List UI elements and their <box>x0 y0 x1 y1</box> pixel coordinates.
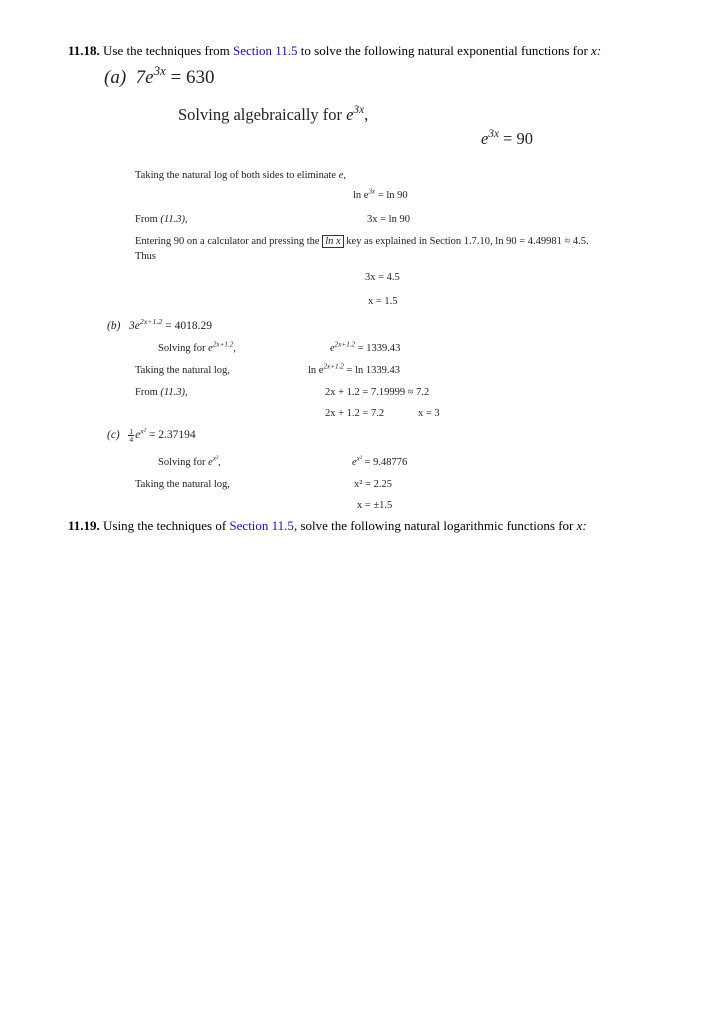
step-var-exponent: x² <box>212 454 219 463</box>
part-a-step1 <box>178 105 368 125</box>
section-link[interactable]: Section 11.5 <box>233 43 298 58</box>
step-trail: , <box>218 457 221 468</box>
part-c-result3: x = ±1.5 <box>357 500 393 511</box>
problem-variable: x: <box>591 43 602 58</box>
equation-ref: (11.3) <box>160 214 185 225</box>
problem-text: Using the techniques of <box>99 518 230 533</box>
step-trail: , <box>343 170 346 181</box>
result-rhs: = 1339.43 <box>355 343 401 354</box>
step-var-exponent: 2x+1.2 <box>212 340 234 349</box>
equation-exponent: 3x <box>153 63 166 78</box>
part-c-result2: x² = 2.25 <box>354 479 392 490</box>
ln-key: ln x <box>322 235 343 248</box>
result-exponent: 2x+1.2 <box>323 362 344 371</box>
step-text: Solving for <box>158 343 209 354</box>
fraction-denominator: 4 <box>129 435 134 444</box>
problem-text: to solve the following natural exponential functions for <box>297 43 592 58</box>
result-base: e <box>330 343 335 354</box>
part-a-result4: 3x = 4.5 <box>365 272 400 283</box>
part-c-equation <box>107 428 196 443</box>
part-a-result3: 3x = ln 90 <box>367 214 410 225</box>
step-text: Solving for <box>158 457 209 468</box>
result-rhs: = ln 90 <box>375 190 408 201</box>
problem-text: , solve the following natural logarithmic functions for <box>293 518 577 533</box>
equation-coef: 3e <box>129 320 140 332</box>
part-a-step3 <box>135 214 188 225</box>
problem-variable: x: <box>576 518 587 533</box>
equation-exponent: 2x+1.2 <box>139 317 163 327</box>
step-trail: , <box>184 214 188 225</box>
part-label: (c) <box>107 429 120 442</box>
part-c-result1 <box>352 454 408 468</box>
part-b-result2 <box>308 362 400 376</box>
step-var: e <box>208 457 213 468</box>
result-base: e <box>481 129 489 148</box>
section-link[interactable]: Section 11.5 <box>229 518 294 533</box>
part-a-result1 <box>481 129 533 149</box>
part-c-step2: Taking the natural log, <box>135 479 230 490</box>
equation-rhs: = 630 <box>165 67 215 88</box>
equation-rhs: = 4018.29 <box>162 320 212 332</box>
equation-exponent: x² <box>140 426 147 436</box>
step-text: From <box>135 387 161 398</box>
part-b-step3 <box>135 387 188 398</box>
step-var: e <box>338 170 344 181</box>
problem-11-18-statement <box>68 43 601 59</box>
part-a-equation <box>104 63 215 89</box>
step-var-exponent: 3x <box>353 104 365 117</box>
fraction-numerator: 1 <box>129 427 134 436</box>
equation-ref: (11.3) <box>160 387 185 398</box>
part-label: (b) <box>107 320 121 332</box>
step-text: Entering 90 on a calculator and pressing the <box>135 236 323 247</box>
step-trail: , <box>233 343 236 354</box>
part-a-step4 <box>135 236 589 247</box>
part-b-step2: Taking the natural log, <box>135 365 230 376</box>
step-text: Taking the natural log of both sides to eliminate <box>135 170 339 181</box>
step-trail: , <box>184 387 188 398</box>
part-a-step2 <box>135 170 346 181</box>
problem-number: 11.18. <box>68 43 100 58</box>
part-b-step1 <box>158 340 236 354</box>
part-a-result5: x = 1.5 <box>368 296 398 307</box>
result-exponent: 3x <box>488 128 499 141</box>
part-b-result4: 2x + 1.2 = 7.2 <box>325 408 385 419</box>
fraction <box>128 428 134 443</box>
part-b-result3: 2x + 1.2 = 7.19999 ≈ 7.2 <box>325 387 430 398</box>
result-exponent: x² <box>356 454 362 463</box>
equation-rhs: = 2.37194 <box>146 429 196 442</box>
equation-coef: 7e <box>135 67 154 88</box>
step-text: From <box>135 214 161 225</box>
result-rhs: = ln 1339.43 <box>343 365 400 376</box>
step-var: e <box>346 105 354 124</box>
part-b-result5: x = 3 <box>418 408 440 419</box>
step-trail: , <box>364 105 369 124</box>
result-pre: ln e <box>308 365 324 376</box>
problem-text: Use the techniques from <box>99 43 234 58</box>
result-rhs: = 9.48776 <box>361 457 408 468</box>
result-exponent: 3x <box>368 187 376 196</box>
result-rhs: = 90 <box>498 129 533 148</box>
part-c-step1 <box>158 454 221 468</box>
part-a-result2 <box>353 187 408 201</box>
part-b-equation <box>107 317 212 332</box>
part-label: (a) <box>104 67 127 88</box>
problem-number: 11.19. <box>68 518 100 533</box>
problem-11-19-statement <box>68 518 587 534</box>
result-base: e <box>352 457 357 468</box>
part-b-result1 <box>330 340 401 354</box>
step-text: key as explained in Section 1.7.10, ln 90 = 4.49981 ≈ 4.5. <box>343 236 589 247</box>
result-pre: ln e <box>353 190 369 201</box>
part-a-thus: Thus <box>135 251 156 262</box>
step-var: e <box>208 343 213 354</box>
equation-base: e <box>135 429 141 442</box>
step-text: Solving algebraically for <box>178 105 347 124</box>
result-exponent: 2x+1.2 <box>334 340 356 349</box>
